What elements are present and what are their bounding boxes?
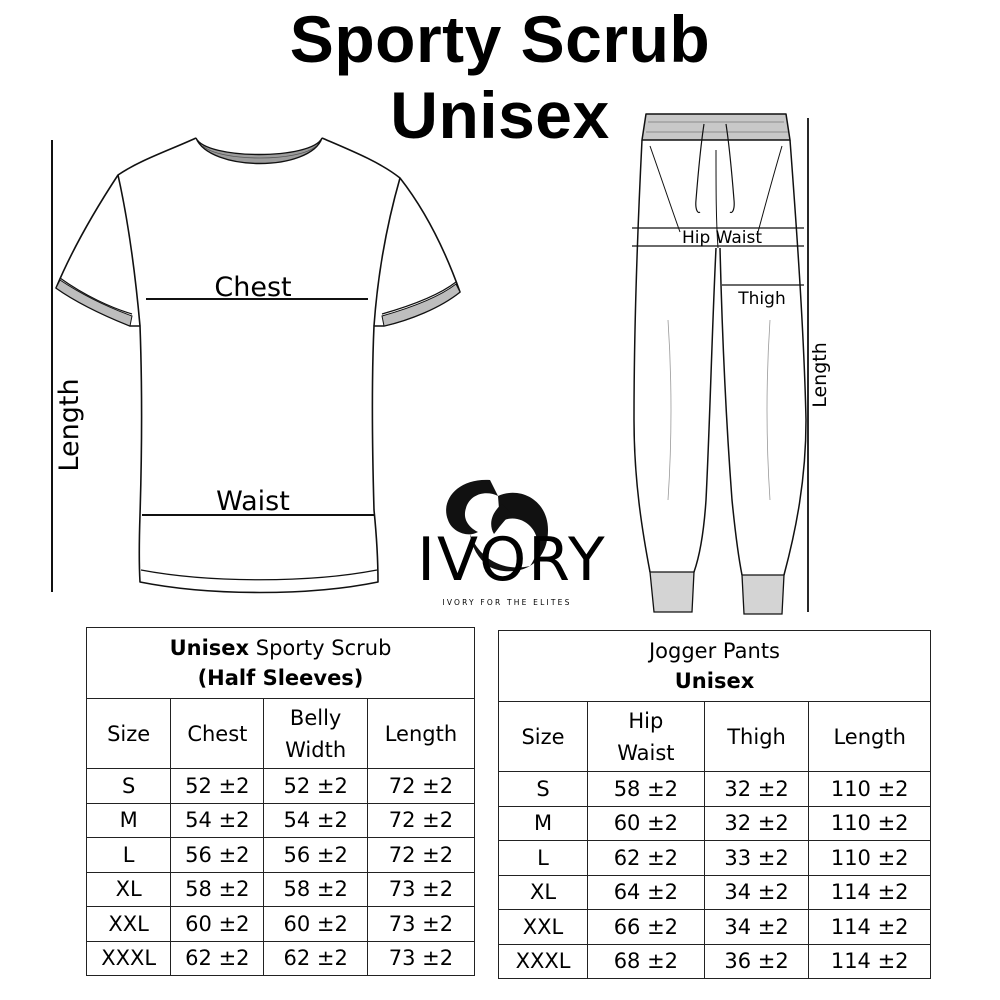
size-cell: S xyxy=(499,772,588,807)
waist-label: Waist xyxy=(216,486,290,517)
measurement-cell: 54 ±2 xyxy=(171,803,264,838)
column-header: Thigh xyxy=(704,702,809,772)
shirt-table-header-row xyxy=(87,699,475,769)
pants-table-title: Jogger Pants xyxy=(648,639,780,663)
column-header: Size xyxy=(499,702,588,772)
table-row xyxy=(499,944,931,979)
size-cell: XXXL xyxy=(499,944,588,979)
size-cell: M xyxy=(87,803,171,838)
measurement-cell: 114 ±2 xyxy=(809,875,931,910)
measurement-cell: 33 ±2 xyxy=(704,841,809,876)
measurement-cell: 72 ±2 xyxy=(367,769,474,804)
measurement-cell: 72 ±2 xyxy=(367,838,474,873)
table-row xyxy=(499,772,931,807)
shirt-table-title-bold: Unisex xyxy=(169,636,250,660)
measurement-cell: 34 ±2 xyxy=(704,875,809,910)
size-cell: M xyxy=(499,806,588,841)
measurement-cell: 110 ±2 xyxy=(809,841,931,876)
tshirt-drawing xyxy=(56,138,460,593)
table-row xyxy=(87,803,475,838)
page-title-line-1: Sporty Scrub xyxy=(289,2,711,76)
measurement-cell: 36 ±2 xyxy=(704,944,809,979)
size-cell: L xyxy=(87,838,171,873)
pants-length-label: Length xyxy=(809,342,831,408)
measurement-cell: 58 ±2 xyxy=(171,872,264,907)
table-row xyxy=(87,941,475,976)
table-row xyxy=(87,769,475,804)
pants-table-caption xyxy=(499,631,931,702)
logo-wordmark: IVORY xyxy=(417,525,607,595)
size-cell: L xyxy=(499,841,588,876)
table-row xyxy=(87,907,475,942)
measurement-cell: 54 ±2 xyxy=(264,803,367,838)
table-row xyxy=(87,838,475,873)
measurement-cell: 114 ±2 xyxy=(809,910,931,945)
measurement-cell: 58 ±2 xyxy=(588,772,705,807)
measurement-cell: 60 ±2 xyxy=(264,907,367,942)
size-cell: XXL xyxy=(87,907,171,942)
pants-table-subtitle: Unisex xyxy=(674,669,755,693)
measurement-cell: 52 ±2 xyxy=(264,769,367,804)
measurement-cell: 72 ±2 xyxy=(367,803,474,838)
shirt-table-subtitle: (Half Sleeves) xyxy=(197,666,364,690)
column-header xyxy=(588,702,705,772)
column-header xyxy=(264,699,367,769)
measurement-cell: 110 ±2 xyxy=(809,772,931,807)
table-row xyxy=(87,872,475,907)
measurement-cell: 58 ±2 xyxy=(264,872,367,907)
size-cell: XXXL xyxy=(87,941,171,976)
size-cell: XL xyxy=(87,872,171,907)
logo-tagline: IVORY FOR THE ELITES xyxy=(442,598,572,607)
measurement-cell: 52 ±2 xyxy=(171,769,264,804)
measurement-cell: 73 ±2 xyxy=(367,941,474,976)
measurement-cell: 60 ±2 xyxy=(171,907,264,942)
pants-drawing xyxy=(634,114,806,575)
table-row xyxy=(499,841,931,876)
column-header: Size xyxy=(87,699,171,769)
shirt-table-caption xyxy=(87,628,475,699)
chest-label: Chest xyxy=(214,272,292,303)
measurement-cell: 62 ±2 xyxy=(588,841,705,876)
table-row xyxy=(499,875,931,910)
column-header-belly: Belly Width xyxy=(285,705,347,762)
pants-cuffs xyxy=(650,572,784,614)
column-header-hip: Hip Waist xyxy=(617,708,675,765)
column-header: Length xyxy=(367,699,474,769)
measurement-cell: 73 ±2 xyxy=(367,907,474,942)
column-header: Length xyxy=(809,702,931,772)
size-cell: S xyxy=(87,769,171,804)
pants-size-table xyxy=(498,630,931,979)
measurement-cell: 62 ±2 xyxy=(171,941,264,976)
table-row xyxy=(499,806,931,841)
shirt-length-label: Length xyxy=(54,378,85,472)
size-cell: XL xyxy=(499,875,588,910)
pants-table-header-row xyxy=(499,702,931,772)
measurement-cell: 73 ±2 xyxy=(367,872,474,907)
measurement-cell: 68 ±2 xyxy=(588,944,705,979)
measurement-cell: 66 ±2 xyxy=(588,910,705,945)
thigh-label: Thigh xyxy=(738,289,786,309)
column-header: Chest xyxy=(171,699,264,769)
measurement-cell: 32 ±2 xyxy=(704,772,809,807)
measurement-cell: 34 ±2 xyxy=(704,910,809,945)
measurement-cell: 56 ±2 xyxy=(264,838,367,873)
measurement-cell: 110 ±2 xyxy=(809,806,931,841)
measurement-cell: 62 ±2 xyxy=(264,941,367,976)
measurement-cell: 114 ±2 xyxy=(809,944,931,979)
size-cell: XXL xyxy=(499,910,588,945)
measurement-cell: 56 ±2 xyxy=(171,838,264,873)
shirt-size-table xyxy=(86,627,475,976)
measurement-cell: 60 ±2 xyxy=(588,806,705,841)
table-row xyxy=(499,910,931,945)
page-title-line-2: Unisex xyxy=(390,78,610,152)
shirt-table-title-rest: Sporty Scrub xyxy=(249,636,392,660)
measurement-cell: 64 ±2 xyxy=(588,875,705,910)
hip-waist-label: Hip Waist xyxy=(681,228,763,248)
measurement-cell: 32 ±2 xyxy=(704,806,809,841)
